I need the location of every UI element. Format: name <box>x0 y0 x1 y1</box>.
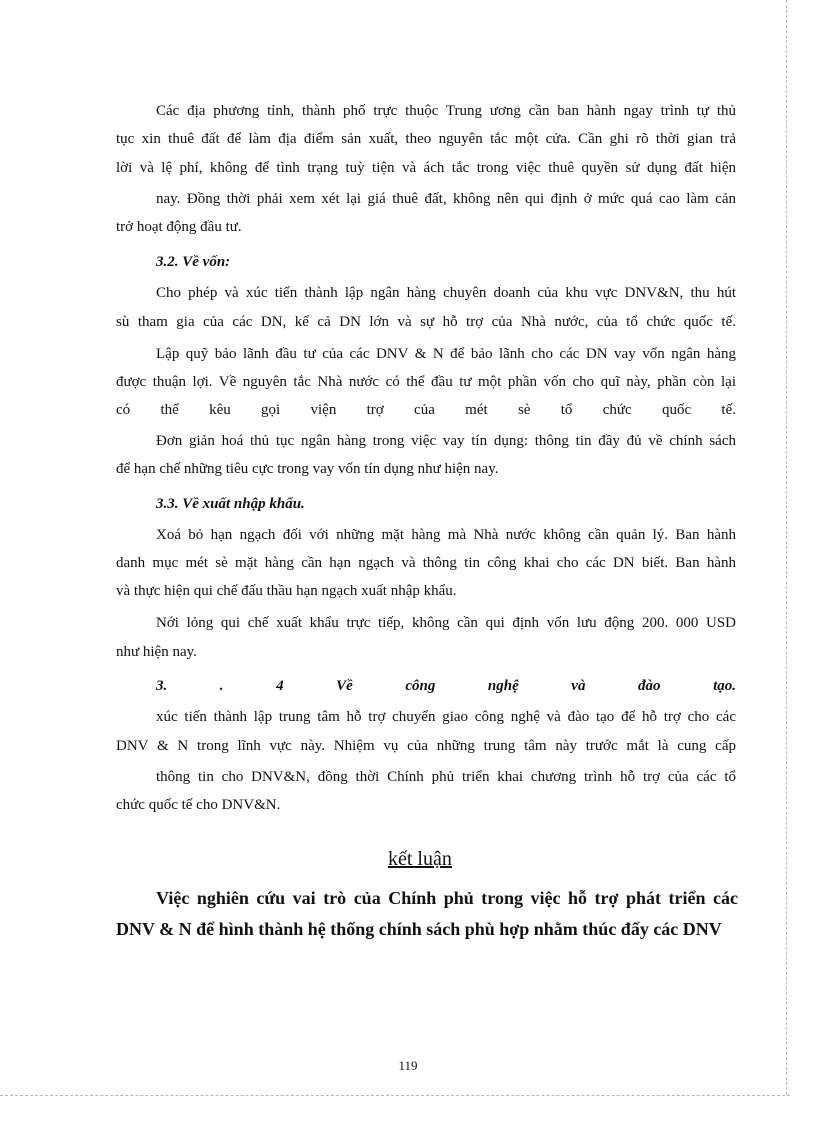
body-line: xúc tiến thành lập trung tâm hỗ trợ chuyển giao công nghệ và đào tạo để hỗ trợ cho các <box>156 709 736 725</box>
conclusion-title: kết luận <box>388 848 452 870</box>
body-line: Xoá bỏ hạn ngạch đối với những mặt hàng mà Nhà nước không cần quản lý. Ban hành <box>156 527 736 543</box>
body-line: có thể kêu gọi viện trợ của mét sè tổ chức quốc tế. <box>116 402 736 418</box>
body-line: lời và lệ phí, không để tình trạng tuỳ tiện và ách tắc trong việc thuê quyền sử dụng đất hiện <box>116 160 736 176</box>
body-line: trở hoạt động đầu tư. <box>116 219 242 235</box>
body-line: sù tham gia của các DN, kể cả DN lớn và sự hỗ trợ của Nhà nước, của tổ chức quốc tế. <box>116 314 736 330</box>
conclusion-line: DNV & N để hình thành hệ thống chính sách phù hợp nhằm thúc đẩy các DNV <box>116 919 722 939</box>
body-line: và thực hiện qui chế đấu thầu hạn ngạch xuất nhập khẩu. <box>116 583 457 599</box>
body-line: Cho phép và xúc tiến thành lập ngân hàng chuyên doanh của khu vực DNV&N, thu hút <box>156 285 736 301</box>
conclusion-line: Việc nghiên cứu vai trò của Chính phủ trong việc hỗ trợ phát triển các <box>156 888 738 908</box>
section-heading-von: 3.2. Về vốn: <box>156 254 231 270</box>
section-heading-cong-nghe: 3. . 4 Về công nghệ và đào tạo. <box>156 678 736 694</box>
body-line: Đơn giản hoá thủ tục ngân hàng trong việc vay tín dụng: thông tin đầy đủ về chính sách <box>156 433 736 449</box>
body-line: Lập quỹ bảo lãnh đầu tư của các DNV & N để bảo lãnh cho các DN vay vốn ngân hàng <box>156 346 736 362</box>
section-heading-xuat-nhap-khau: 3.3. Về xuất nhập khẩu. <box>156 496 305 512</box>
body-line: DNV & N trong lĩnh vực này. Nhiệm vụ của những trung tâm này trước mắt là cung cấp <box>116 738 736 754</box>
body-line: để hạn chế những tiêu cực trong vay vốn tín dụng như hiện nay. <box>116 461 499 477</box>
body-line: chức quốc tế cho DNV&N. <box>116 797 281 813</box>
body-line: được thuận lợi. Về nguyên tắc Nhà nước có thể đầu tư một phần vốn cho quĩ này, phần còn lại <box>116 374 736 390</box>
body-line: danh mục mét sè mặt hàng cần hạn ngạch và thông tin công khai cho các DN biết. Ban hành <box>116 555 736 571</box>
body-line: như hiện nay. <box>116 644 197 660</box>
margin-guide-horizontal <box>0 1095 790 1096</box>
body-line: thông tin cho DNV&N, đồng thời Chính phủ triển khai chương trình hỗ trợ của các tổ <box>156 769 736 785</box>
body-line: Các địa phương tỉnh, thành phố trực thuộc Trung ương cần ban hành ngay trình tự thủ <box>156 103 736 119</box>
body-line: Nới lỏng qui chế xuất khẩu trực tiếp, không cần qui định vốn lưu động 200. 000 USD <box>156 615 736 631</box>
body-line: nay. Đồng thời phải xem xét lại giá thuê đất, không nên qui định ở mức quá cao làm cản <box>156 191 736 207</box>
page-number: 119 <box>398 1058 418 1073</box>
margin-guide-vertical <box>786 0 787 1095</box>
body-line: tục xin thuê đất để làm địa điểm sản xuất, theo nguyên tắc một cửa. Cần ghi rõ thời gian trả <box>116 131 736 147</box>
